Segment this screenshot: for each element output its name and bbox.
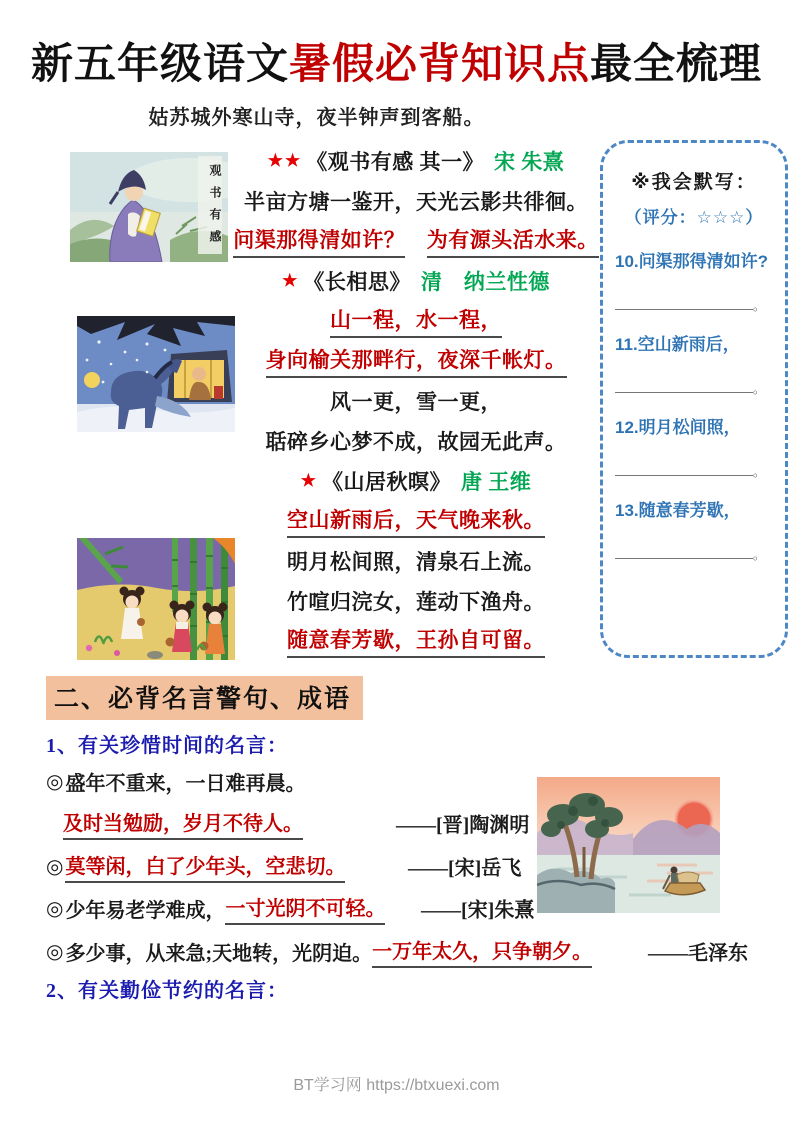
sunset-boat-image bbox=[537, 777, 720, 913]
poem-line-row bbox=[236, 501, 596, 541]
title-highlight: 暑假必背知识点 bbox=[288, 42, 590, 88]
period-suffix: 。 bbox=[753, 299, 766, 313]
answer-blank bbox=[615, 544, 765, 564]
quote-segment: 少年易老学难成， bbox=[65, 899, 226, 922]
poem-line-row bbox=[236, 381, 596, 421]
quote-segment: 莫等闲，白了少年头，空悲切。 bbox=[65, 850, 345, 883]
poem-line-row bbox=[236, 541, 596, 581]
period-suffix: 。 bbox=[753, 382, 766, 396]
poem-segment: 身向榆关那畔行，夜深千帐灯。 bbox=[266, 344, 567, 378]
poem-line-row bbox=[236, 581, 596, 621]
rating-stars: （评分：☆☆☆） bbox=[624, 208, 764, 227]
scholar-reading-image bbox=[70, 152, 228, 262]
poem-line-row bbox=[236, 181, 596, 221]
dictation-box-title: ※我会默写： bbox=[631, 172, 757, 193]
quote-segment: 盛年不重来，一日难再晨。 bbox=[65, 772, 306, 795]
illustration-caption: 观书有感 bbox=[208, 164, 222, 252]
quote-segment: 多少事，从来急;天地转，光阴迫。 bbox=[65, 942, 373, 965]
answer-blank bbox=[615, 378, 765, 398]
poem-segment: 风一更，雪一更， bbox=[330, 390, 502, 414]
answer-line bbox=[615, 544, 753, 559]
quote-attribution: ——[宋]岳飞 bbox=[408, 857, 522, 880]
quote-segment: 一寸光阴不可轻。 bbox=[225, 892, 385, 925]
period-suffix: 。 bbox=[753, 548, 766, 562]
poem-segment: 问渠那得清如许？ bbox=[233, 224, 405, 258]
poem-segment: 半亩方塘一鉴开，天光云影共徘徊。 bbox=[244, 190, 588, 214]
poem-segment: 竹喧归浣女，莲动下渔舟。 bbox=[287, 590, 545, 614]
poem-title: 《观书有感 其一》 bbox=[306, 150, 484, 174]
quote-row bbox=[46, 934, 786, 968]
poem-line-row bbox=[236, 621, 596, 661]
poem1-illustration bbox=[70, 152, 228, 262]
poem-author: 清 纳兰性德 bbox=[420, 270, 550, 294]
poem-title-row bbox=[236, 141, 596, 181]
poem-title-row bbox=[236, 461, 596, 501]
dictation-item: 13.随意春芳歇， bbox=[615, 501, 741, 520]
quote-segment: 及时当勉励，岁月不待人。 bbox=[63, 807, 303, 840]
circle-bullet-icon: ◎ bbox=[46, 940, 64, 963]
poem-line-row bbox=[236, 421, 596, 461]
quote-segment: 一万年太久，只争朝夕。 bbox=[372, 935, 592, 968]
quote-attribution: ——[晋]陶渊明 bbox=[396, 814, 530, 837]
poem-excerpt-line: 姑苏城外寒山寺，夜半钟声到客船。 bbox=[148, 107, 485, 129]
poem-segment: 空山新雨后，天气晚来秋。 bbox=[287, 504, 545, 538]
dictation-item: 12.明月松间照， bbox=[615, 418, 741, 437]
star-icon: ★★ bbox=[267, 151, 303, 170]
poem-title-row bbox=[236, 261, 596, 301]
quote-attribution: ——毛泽东 bbox=[648, 942, 748, 965]
answer-blank bbox=[615, 295, 765, 315]
section2-illustration bbox=[537, 777, 720, 913]
circle-bullet-icon: ◎ bbox=[46, 897, 64, 920]
poem2-illustration bbox=[77, 316, 235, 432]
poem-column bbox=[233, 141, 599, 661]
title-suffix: 最全梳理 bbox=[590, 42, 763, 88]
poem-author: 唐 王维 bbox=[461, 470, 532, 494]
answer-line bbox=[615, 378, 753, 393]
poem-line-row bbox=[233, 221, 599, 261]
answer-line bbox=[615, 461, 753, 476]
dictation-item: 11.空山新雨后， bbox=[615, 335, 740, 354]
circle-bullet-icon: ◎ bbox=[46, 855, 64, 878]
star-icon: ★ bbox=[282, 271, 300, 290]
poem-title: 《山居秋暝》 bbox=[322, 470, 451, 494]
night-horse-tent-image bbox=[77, 316, 235, 432]
subsection-1-heading: 1、有关珍惜时间的名言： bbox=[46, 735, 288, 757]
poem-title: 《长相思》 bbox=[303, 270, 411, 294]
poem-segment: 聒碎乡心梦不成，故园无此声。 bbox=[265, 430, 567, 454]
section-heading: 二、必背名言警句、成语 bbox=[46, 676, 363, 720]
poem-segment: 为有源头活水来。 bbox=[427, 224, 599, 258]
poem-line-row bbox=[236, 341, 596, 381]
page-title bbox=[0, 31, 793, 91]
star-icon: ★ bbox=[300, 471, 318, 490]
poem-line-row bbox=[236, 301, 596, 341]
poem-segment: 明月松间照，清泉石上流。 bbox=[287, 550, 545, 574]
dictation-box bbox=[600, 140, 788, 658]
poem-segment bbox=[405, 226, 427, 256]
answer-line bbox=[615, 295, 753, 310]
subsection-2-heading: 2、有关勤俭节约的名言： bbox=[46, 980, 288, 1002]
poem3-illustration bbox=[77, 538, 235, 660]
quote-attribution: ——[宋]朱熹 bbox=[421, 899, 535, 922]
circle-bullet-icon: ◎ bbox=[46, 770, 64, 793]
poem-segment: 随意春芳歇，王孙自可留。 bbox=[287, 624, 545, 658]
girls-bamboo-image bbox=[77, 538, 235, 660]
poem-author: 宋 朱熹 bbox=[493, 150, 565, 174]
title-prefix: 新五年级语文 bbox=[30, 42, 289, 88]
answer-blank bbox=[615, 461, 765, 481]
poem-segment: 山一程，水一程， bbox=[330, 304, 502, 338]
dictation-item: 10.问渠那得清如许? bbox=[615, 252, 769, 271]
site-watermark: BT学习网 https://btxuexi.com bbox=[293, 1077, 500, 1094]
period-suffix: 。 bbox=[753, 465, 766, 479]
